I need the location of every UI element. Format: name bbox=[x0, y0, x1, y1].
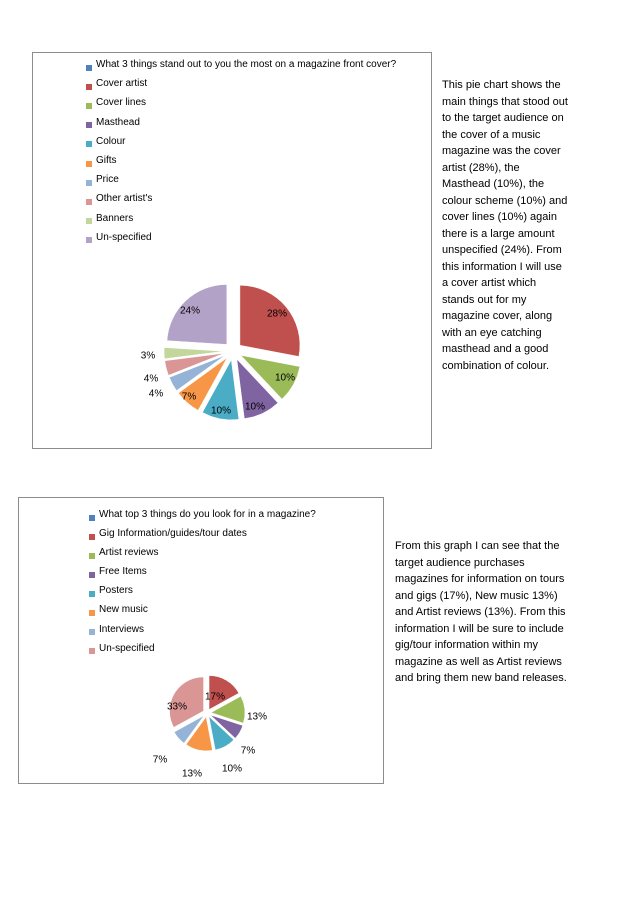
legend-label: Interviews bbox=[99, 623, 145, 635]
legend-label: What top 3 things do you look for in a magazine? bbox=[99, 509, 316, 520]
legend-label: New music bbox=[99, 604, 148, 616]
legend-label: Colour bbox=[96, 135, 126, 147]
slice-value-label: 7% bbox=[152, 754, 168, 766]
slice-value-label: 10% bbox=[221, 763, 243, 775]
legend-label: Gifts bbox=[96, 154, 117, 166]
legend-label: Cover artist bbox=[96, 78, 148, 90]
slice-value-label: 10% bbox=[244, 401, 266, 413]
slice-value-label: 13% bbox=[246, 711, 268, 723]
slice-value-label: 10% bbox=[210, 405, 232, 417]
legend-label: Masthead bbox=[96, 116, 140, 128]
slice-value-label: 4% bbox=[148, 388, 164, 400]
pie-slice-cover-artist bbox=[240, 285, 300, 356]
pie-plot-area bbox=[33, 53, 433, 450]
legend-label: Gig Information/guides/tour dates bbox=[99, 528, 247, 540]
legend-label: Other artist's bbox=[96, 193, 153, 205]
pie-plot-area bbox=[19, 498, 385, 785]
analysis-paragraph-cover: This pie chart shows the main things that stood out to the target audience on the cover of a music magazine was the cover artist (28%), the Masthead (10%), the colour scheme (10%) and cover lines (10%) again there is a large amount unspecified (24%). From this information I will use a cover artist which stands out for my magazine cover, along with an eye catching masthead and a good combination of colour. bbox=[442, 79, 568, 372]
slice-value-label: 24% bbox=[179, 305, 201, 317]
pie-chart-magazine-wants bbox=[18, 497, 384, 784]
legend-label: Artist reviews bbox=[99, 547, 159, 559]
slice-value-label: 3% bbox=[140, 350, 156, 362]
slice-value-label: 28% bbox=[266, 308, 288, 320]
legend-label: Price bbox=[96, 174, 119, 186]
slice-value-label: 7% bbox=[181, 391, 197, 403]
analysis-paragraph-content: From this graph I can see that the target audience purchases magazines for information on tours and gigs (17%), New music 13%) and Artist reviews (13%). From this information I will be sure to include gig/tour information within my magazine as well as Artist reviews and bring them new band releases. bbox=[395, 540, 567, 684]
slice-value-label: 17% bbox=[204, 691, 226, 703]
slice-value-label: 4% bbox=[143, 373, 159, 385]
pie-chart-front-cover bbox=[32, 52, 432, 449]
slice-value-label: 13% bbox=[181, 768, 203, 780]
slice-value-label: 7% bbox=[240, 745, 256, 757]
legend-label: Un-specified bbox=[99, 642, 155, 654]
slice-value-label: 33% bbox=[166, 701, 188, 713]
slice-value-label: 10% bbox=[274, 372, 296, 384]
legend-label: Free Items bbox=[99, 566, 147, 578]
legend-label: Un-specified bbox=[96, 231, 152, 243]
legend-label: Cover lines bbox=[96, 97, 147, 109]
legend-label: Posters bbox=[99, 585, 133, 597]
legend-label: Banners bbox=[96, 212, 134, 224]
legend-label: What 3 things stand out to you the most on a magazine front cover? bbox=[96, 59, 397, 70]
